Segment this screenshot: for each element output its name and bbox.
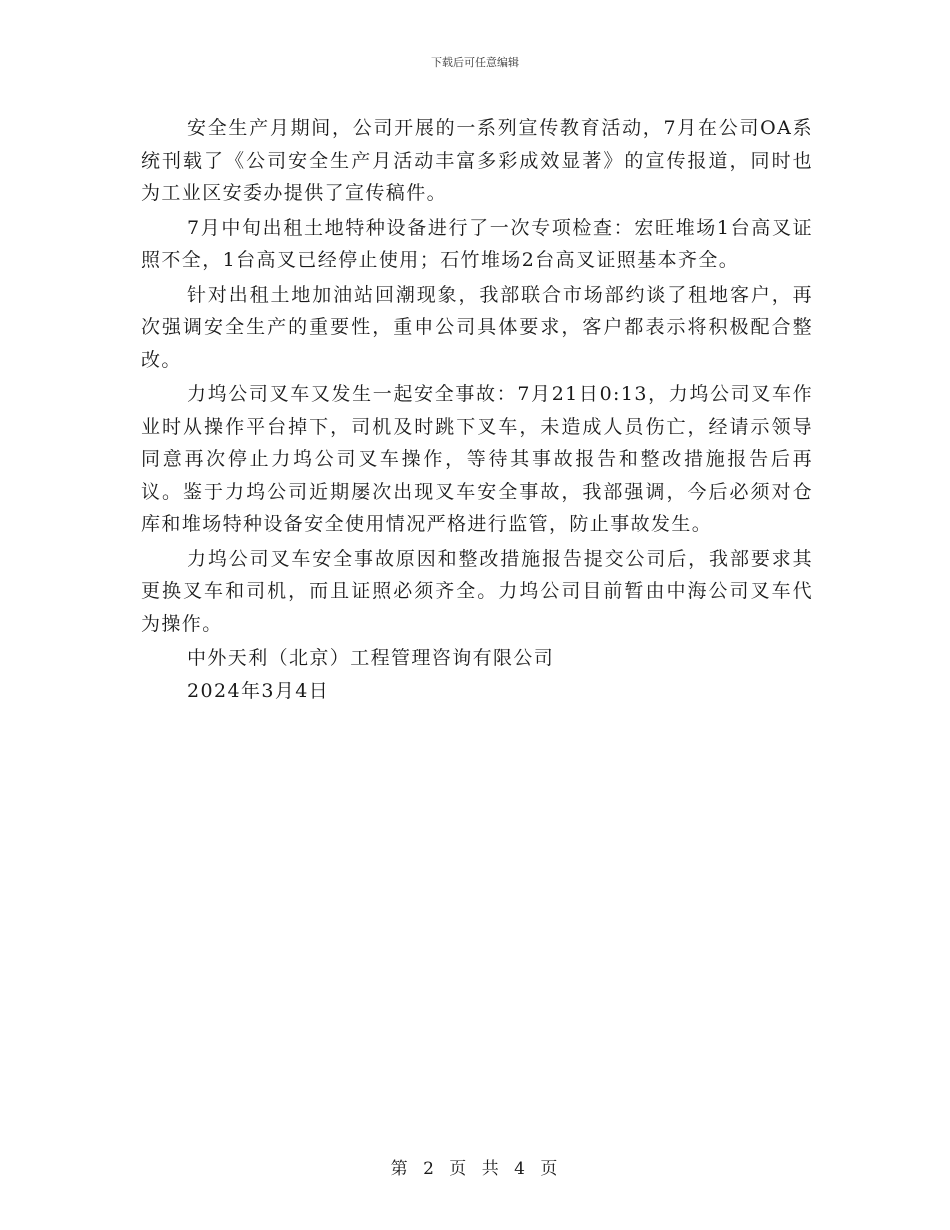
page-header: 下载后可任意编辑 xyxy=(431,56,519,69)
signature-date: 2024年3月4日 xyxy=(187,679,330,702)
signature-company: 中外天利（北京）工程管理咨询有限公司 xyxy=(187,647,555,669)
paragraph-forklift-accident: 力坞公司叉车又发生一起安全事故：7月21日0:13，力坞公司叉车作业时从操作平台掉下，司机及时跳下叉车，未造成人员伤亡，经请示领导同意再次停止力坞公司叉车操作，等待其事故报告和整改措施报告后再议。鉴于力坞公司近期屡次出现叉车安全事故，我部强调，今后必须对仓库和堆场特种设备安全使用情况严格进行监管，防止事故发生。 xyxy=(141,383,813,535)
page-number: 第 2 页 共 4 页 xyxy=(390,1159,560,1179)
paragraph-rectification: 力坞公司叉车安全事故原因和整改措施报告提交公司后，我部要求其更换叉车和司机，而且证照必须齐全。力坞公司目前暂由中海公司叉车代为操作。 xyxy=(141,547,813,635)
paragraph-equipment-inspection: 7月中旬出租土地特种设备进行了一次专项检查：宏旺堆场1台高叉证照不全，1台高叉已经停止使用；石竹堆场2台高叉证照基本齐全。 xyxy=(141,216,813,271)
paragraph-safety-month: 安全生产月期间，公司开展的一系列宣传教育活动，7月在公司OA系统刊载了《公司安全生产月活动丰富多彩成效显著》的宣传报道，同时也为工业区安委办提供了宣传稿件。 xyxy=(141,117,813,204)
document-body xyxy=(141,112,813,707)
paragraph-gas-station: 针对出租土地加油站回潮现象，我部联合市场部约谈了租地客户，再次强调安全生产的重要性，重申公司具体要求，客户都表示将积极配合整改。 xyxy=(141,283,813,371)
